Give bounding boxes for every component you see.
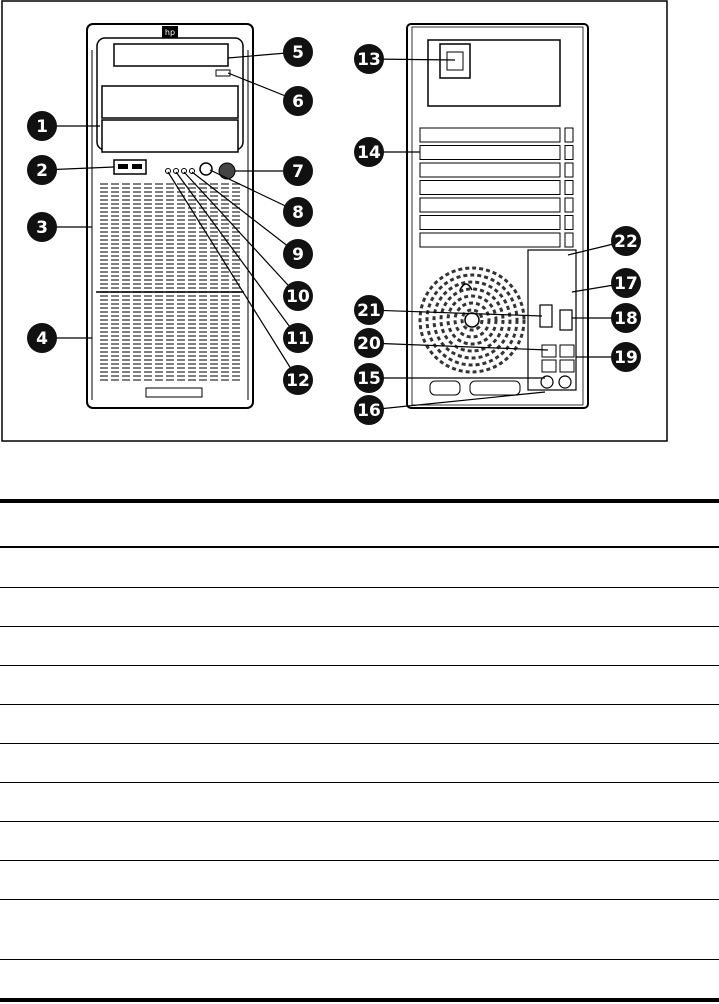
video-port[interactable] xyxy=(560,310,572,330)
table-row-rule xyxy=(0,626,719,627)
table-row-rule xyxy=(0,899,719,900)
callout-13 xyxy=(354,44,384,74)
callout-number: 1 xyxy=(36,117,48,137)
expansion-slots[interactable] xyxy=(420,128,573,247)
table-row-rule xyxy=(0,665,719,666)
table-row-rule xyxy=(0,743,719,744)
callout-21 xyxy=(354,295,384,325)
table-row-rule xyxy=(0,959,719,960)
callout-22 xyxy=(611,226,641,256)
usb-port-icon[interactable] xyxy=(560,345,574,357)
server-front-rear-diagram xyxy=(0,0,719,445)
rear-knockout-1 xyxy=(430,381,460,395)
callout-number: 11 xyxy=(286,329,310,349)
callout-19 xyxy=(611,342,641,372)
callout-number: 21 xyxy=(357,301,381,321)
callout-number: 5 xyxy=(292,43,304,63)
callout-2 xyxy=(27,155,57,185)
callout-number: 6 xyxy=(292,92,304,112)
callout-16 xyxy=(354,395,384,425)
media-bay-upper[interactable] xyxy=(102,86,238,118)
key-lock[interactable] xyxy=(219,163,235,179)
callout-number: 22 xyxy=(614,232,638,252)
callout-number: 9 xyxy=(292,245,304,265)
hp-logo-text: hp xyxy=(164,28,176,37)
table-header-rule xyxy=(0,546,719,548)
power-button-icon[interactable] xyxy=(200,163,212,175)
callout-number: 15 xyxy=(357,369,381,389)
callout-7 xyxy=(283,156,313,186)
usb-port-icon xyxy=(132,164,142,169)
callout-number: 16 xyxy=(357,401,381,421)
callout-5 xyxy=(283,37,313,67)
table-bottom-rule xyxy=(0,998,719,1002)
usb-port-icon xyxy=(118,164,128,169)
callout-20 xyxy=(354,328,384,358)
front-bottom-latch xyxy=(146,388,202,397)
table-row-rule xyxy=(0,782,719,783)
usb-port-icon[interactable] xyxy=(542,360,556,372)
callout-number: 3 xyxy=(36,218,48,238)
callout-17 xyxy=(611,268,641,298)
optical-drive[interactable] xyxy=(114,44,228,66)
front-view xyxy=(87,24,253,408)
callout-number: 17 xyxy=(614,274,638,294)
callout-number: 14 xyxy=(357,143,381,163)
table-row-rule xyxy=(0,587,719,588)
callout-12 xyxy=(283,365,313,395)
rear-view xyxy=(407,24,588,408)
keyboard-port[interactable] xyxy=(559,376,571,388)
callout-6 xyxy=(283,86,313,116)
callout-number: 12 xyxy=(286,371,310,391)
callout-number: 7 xyxy=(292,162,304,182)
table-top-rule xyxy=(0,499,719,503)
callout-11 xyxy=(283,323,313,353)
callout-4 xyxy=(27,323,57,353)
callout-1 xyxy=(27,111,57,141)
callout-8 xyxy=(283,197,313,227)
callout-14 xyxy=(354,137,384,167)
callout-15 xyxy=(354,363,384,393)
callout-number: 18 xyxy=(614,309,638,329)
component-legend-table xyxy=(0,499,719,1002)
rear-knockout-2 xyxy=(470,381,520,395)
callout-number: 2 xyxy=(36,161,48,181)
table-row-rule xyxy=(0,860,719,861)
callout-number: 20 xyxy=(357,334,381,354)
usb-port-icon[interactable] xyxy=(542,345,556,357)
media-bay-lower[interactable] xyxy=(102,120,238,152)
callout-number: 8 xyxy=(292,203,304,223)
callout-3 xyxy=(27,212,57,242)
callout-number: 4 xyxy=(36,329,48,349)
table-row-rule xyxy=(0,704,719,705)
usb-port-icon[interactable] xyxy=(560,360,574,372)
optical-eject-button[interactable] xyxy=(216,70,230,76)
callout-number: 19 xyxy=(614,348,638,368)
table-row-rule xyxy=(0,821,719,822)
callout-number: 10 xyxy=(286,287,310,307)
callout-18 xyxy=(611,303,641,333)
callout-9 xyxy=(283,239,313,269)
callout-10 xyxy=(283,281,313,311)
callout-number: 13 xyxy=(357,50,381,70)
